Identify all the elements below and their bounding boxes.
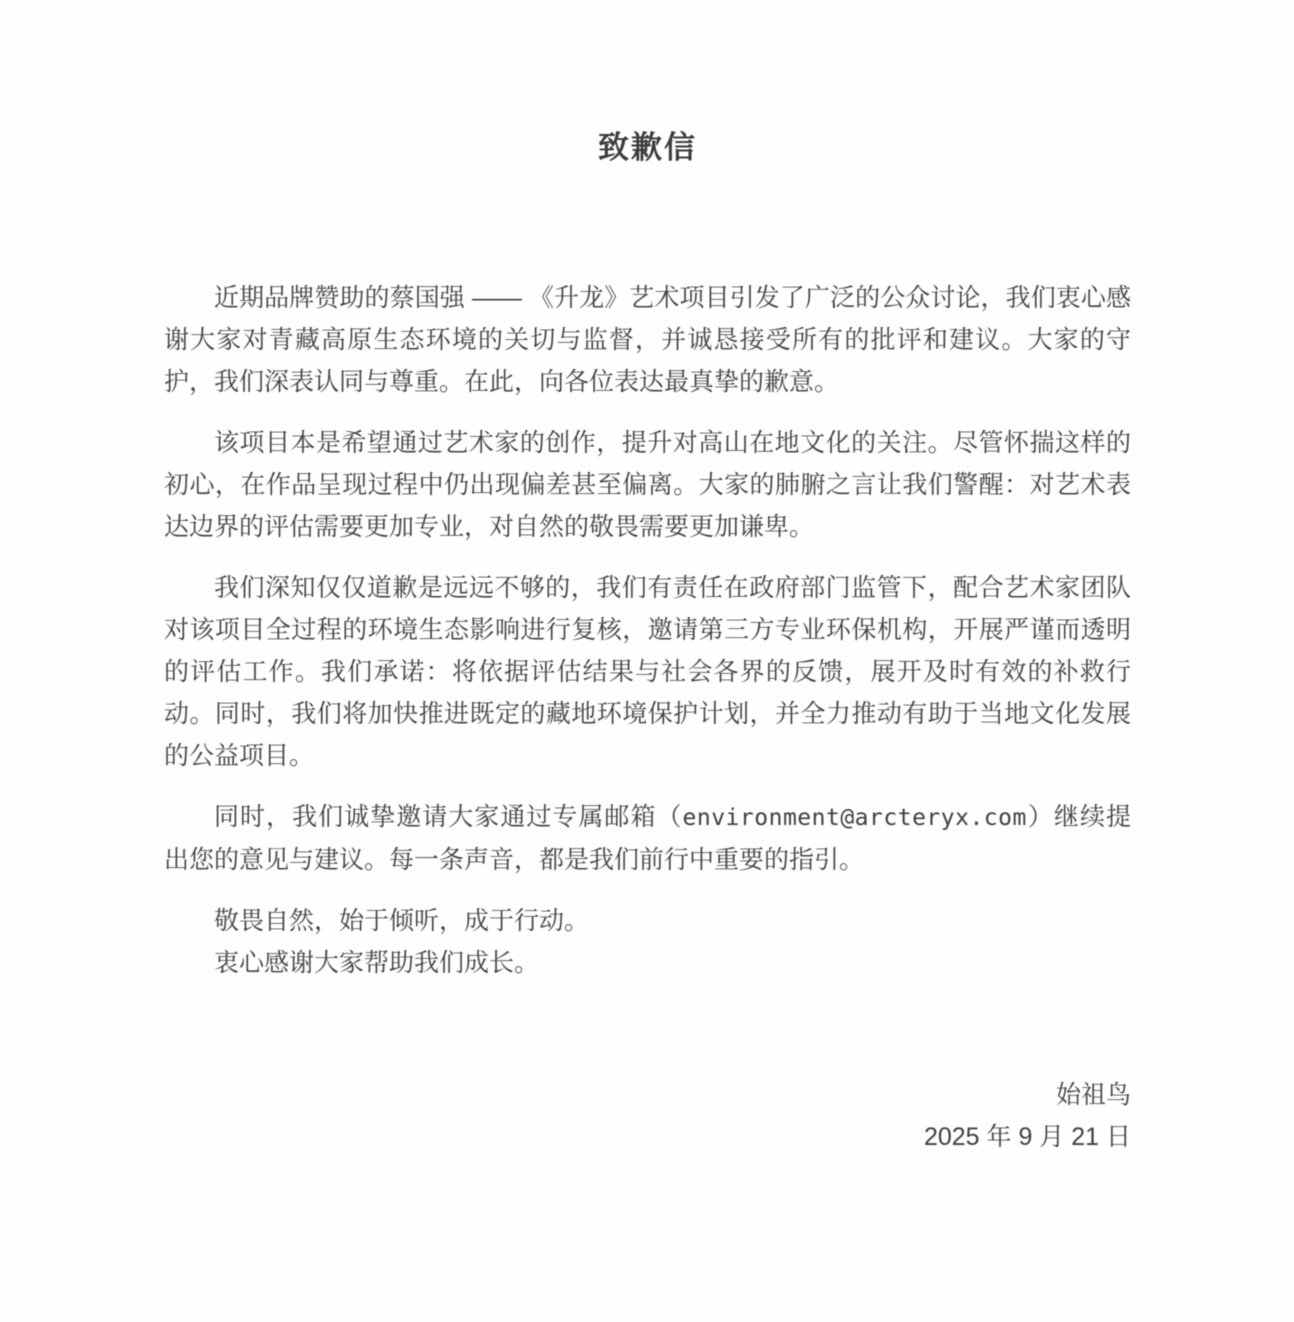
signature-block [164,1074,1131,1158]
closing-line-nature: 敬畏自然，始于倾听，成于行动。 [214,907,590,935]
apology-letter [164,0,1131,1158]
contact-email: environment@arcteryx.com [682,805,1027,831]
paragraph-remedial-actions: 我们深知仅仅道歉是远远不够的，我们有责任在政府部门监管下，配合艺术家团队对该项目全过程的环境生态影响进行复核，邀请第三方专业环保机构，开展严谨而透明的评估工作。我们承诺：将依据评估结果与社会各界的反馈，展开及时有效的补救行动。同时，我们将加快推进既定的藏地环境保护计划，并全力推动有助于当地文化发展的公益项目。 [164,574,1131,770]
paragraph-email-invitation [164,796,1131,881]
paragraph-project-intent: 该项目本是希望通过艺术家的创作，提升对高山在地文化的关注。尽管怀揣这样的初心，在作品呈现过程中仍出现偏差甚至偏离。大家的肺腑之言让我们警醒：对艺术表达边界的评估需要更加专业，对自然的敬畏需要更加谦卑。 [164,429,1131,541]
closing-line-thanks: 衷心感谢大家帮助我们成长。 [214,949,540,977]
letter-body [164,277,1131,1158]
signature-brand-name: 始祖鸟 [1055,1081,1131,1109]
email-paragraph-before: 同时，我们诚挚邀请大家通过专属邮箱（ [214,803,683,831]
paragraph-public-discussion: 近期品牌赞助的蔡国强 —— 《升龙》艺术项目引发了广泛的公众讨论，我们衷心感谢大家对青藏高原生态环境的关切与监督，并诚恳接受所有的批评和建议。大家的守护，我们深表认同与尊重。在此，向各位表达最真挚的歉意。 [164,284,1131,396]
letter-title: 致歉信 [598,130,697,165]
email-paragraph-after: ）继续提出您的意见与建议。每一条声音，都是我们前行中重要的指引。 [164,803,1131,874]
signature-date: 2025 年 9 月 21 日 [923,1123,1131,1151]
